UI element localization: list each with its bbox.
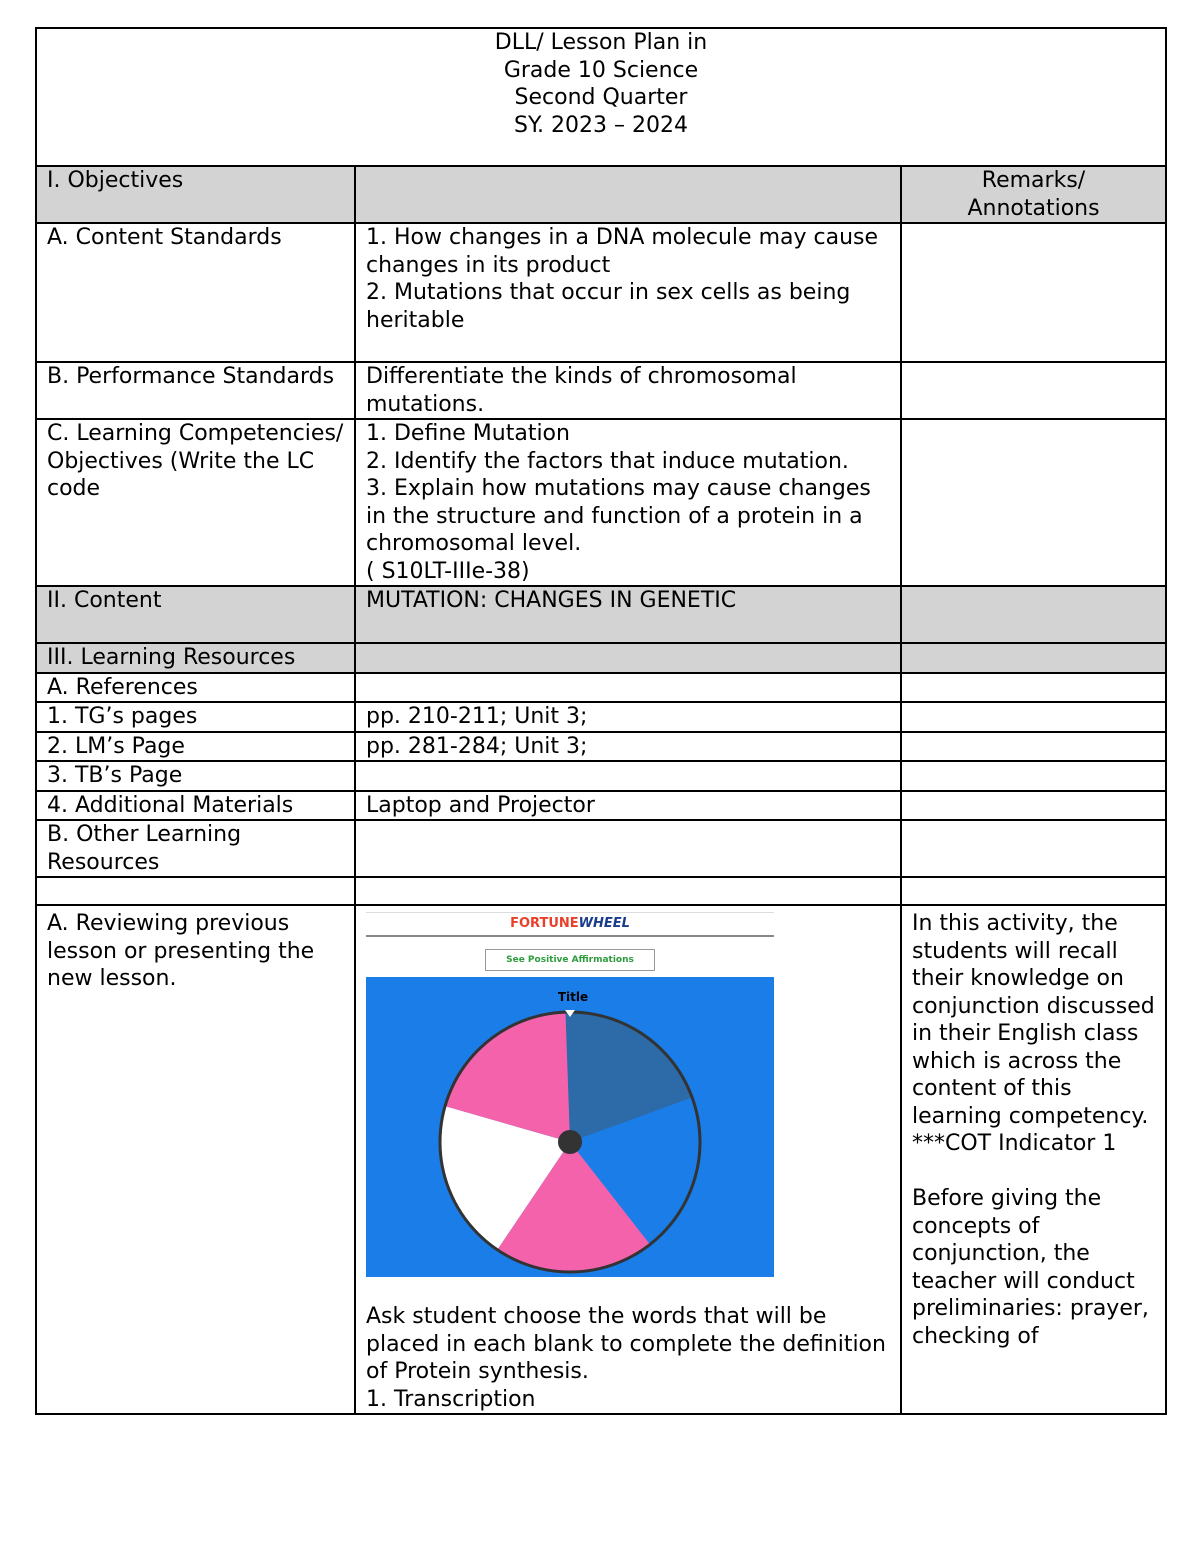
content-remarks — [901, 586, 1166, 643]
learning-resources-middle — [355, 643, 901, 673]
fortune-wheel-logo — [366, 912, 774, 937]
reviewing-row — [36, 905, 1166, 1414]
references-remarks — [901, 673, 1166, 703]
header-line2: Grade 10 Science — [503, 57, 699, 83]
references-middle — [355, 673, 901, 703]
header-line4: SY. 2023 – 2024 — [514, 112, 688, 138]
additional-materials-text: Laptop and Projector — [355, 791, 901, 821]
content-text: MUTATION: CHANGES IN GENETIC — [355, 586, 901, 643]
wheel-hub — [558, 1130, 582, 1154]
tb-page-label: 3. TB’s Page — [36, 761, 355, 791]
lm-page-text: pp. 281-284; Unit 3; — [355, 732, 901, 762]
references-label: A. References — [36, 673, 355, 703]
tb-page-remarks — [901, 761, 1166, 791]
tg-pages-label: 1. TG’s pages — [36, 702, 355, 732]
positive-affirmations-button: See Positive Affirmations — [485, 949, 655, 971]
additional-materials-remarks — [901, 791, 1166, 821]
objectives-label: I. Objectives — [36, 166, 355, 223]
lesson-plan-table — [35, 27, 1167, 1415]
learning-resources-row — [36, 643, 1166, 673]
blank-cell-1 — [36, 877, 355, 905]
performance-standards-row — [36, 362, 1166, 419]
wheel-panel — [366, 977, 774, 1277]
performance-standards-remarks — [901, 362, 1166, 419]
wheel-title: Title — [557, 990, 589, 1004]
fortune-wheel — [366, 912, 774, 1277]
wheel-svg — [366, 977, 774, 1277]
other-resources-text — [355, 820, 901, 877]
references-row — [36, 673, 1166, 703]
logo-fortune: FORTUNE — [510, 916, 579, 931]
additional-materials-row — [36, 791, 1166, 821]
learning-resources-remarks — [901, 643, 1166, 673]
header-cell — [36, 28, 1166, 166]
learning-competencies-row — [36, 419, 1166, 586]
other-resources-row — [36, 820, 1166, 877]
tg-pages-remarks — [901, 702, 1166, 732]
objectives-middle — [355, 166, 901, 223]
tb-page-row — [36, 761, 1166, 791]
lm-page-remarks — [901, 732, 1166, 762]
tb-page-text — [355, 761, 901, 791]
reviewing-remarks: In this activity, the students will recall their knowledge on conjunction discussed in their English class which is across the content of this learning competency. ***COT Indicator 1 Before giving the concepts of conjunction, the teacher will conduct preliminaries: prayer, checking of — [901, 905, 1166, 1414]
reviewing-content — [355, 905, 901, 1414]
remarks-header: Remarks/ Annotations — [901, 166, 1166, 223]
tg-pages-row — [36, 702, 1166, 732]
other-resources-label: B. Other Learning Resources — [36, 820, 355, 877]
instruction-text: Ask student choose the words that will be placed in each blank to complete the definition of Protein synthesis. — [366, 1304, 886, 1384]
content-standards-text: 1. How changes in a DNA molecule may cause changes in its product 2. Mutations that occur in sex cells as being heritable — [355, 223, 901, 362]
learning-resources-label: III. Learning Resources — [36, 643, 355, 673]
fortune-wheel-image — [366, 906, 890, 1277]
learning-competencies-text: 1. Define Mutation 2. Identify the factors that induce mutation. 3. Explain how mutations may cause changes in the structure and function of a protein in a chromosomal level. ( S10LT-IIIe-38) — [355, 419, 901, 586]
content-row — [36, 586, 1166, 643]
additional-materials-label: 4. Additional Materials — [36, 791, 355, 821]
lm-page-label: 2. LM’s Page — [36, 732, 355, 762]
header-line1: DLL/ Lesson Plan in — [494, 30, 708, 55]
tg-pages-text: pp. 210-211; Unit 3; — [355, 702, 901, 732]
logo-wheel: WHEEL — [578, 916, 630, 931]
objectives-row — [36, 166, 1166, 223]
lm-page-row — [36, 732, 1166, 762]
performance-standards-text: Differentiate the kinds of chromosomal mutations. — [355, 362, 901, 419]
content-standards-remarks — [901, 223, 1166, 362]
header-row — [36, 28, 1166, 166]
content-standards-label: A. Content Standards — [36, 223, 355, 362]
header-line3: Second Quarter — [514, 85, 688, 110]
blank-cell-2 — [355, 877, 901, 905]
blank-row — [36, 877, 1166, 905]
blank-cell-3 — [901, 877, 1166, 905]
reviewing-label: A. Reviewing previous lesson or presenting the new lesson. — [36, 905, 355, 1414]
transcription-item: 1. Transcription — [366, 1386, 536, 1412]
performance-standards-label: B. Performance Standards — [36, 362, 355, 419]
other-resources-remarks — [901, 820, 1166, 877]
content-standards-row — [36, 223, 1166, 362]
learning-competencies-label: C. Learning Competencies/ Objectives (Write the LC code — [36, 419, 355, 586]
learning-competencies-remarks — [901, 419, 1166, 586]
content-label: II. Content — [36, 586, 355, 643]
